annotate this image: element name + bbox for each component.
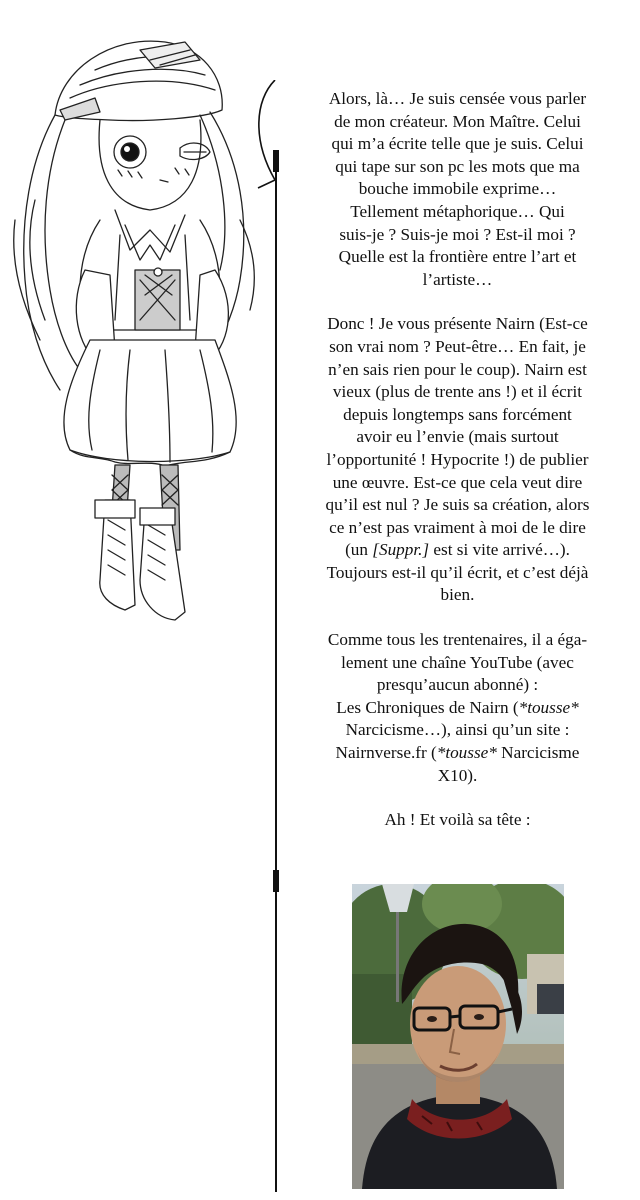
text-line: lement une chaîne YouTube (avec [341,652,574,672]
text-fragment: est si vite arrivé…). [429,540,570,560]
text-line: qu’il est nul ? Je suis sa création, alors [325,495,590,515]
text-line: Ah ! Et voilà sa tête : [384,810,531,830]
text-line: bouche immobile exprime… [358,179,557,199]
text-line: presqu’aucun abonné) : [376,675,539,695]
text-line: X10). [437,765,478,785]
text-line: qui tape sur son pc les mots que ma [335,156,580,176]
italic-fragment: [Suppr.] [372,540,430,560]
paragraph-presentation [285,313,630,607]
text-fragment: Nairnverse.fr ( [335,743,437,763]
paragraph-youtube [285,629,630,787]
text-line: son vrai nom ? Peut-être… En fait, je [329,336,586,356]
paragraph-intro [285,88,630,291]
text-line [285,697,630,720]
text-fragment: Narcicisme [496,743,580,763]
panel-divider-line [275,160,277,1192]
text-line: Donc ! Je vous présente Nairn (Est-ce [327,314,588,334]
text-line: une œuvre. Est-ce que cela veut dire [332,472,583,492]
narration-text [285,88,630,854]
photo-caption [285,809,630,832]
text-fragment: (un [345,540,373,560]
text-line: Comme tous les trentenaires, il a éga- [327,630,588,650]
text-line: l’artiste… [422,269,493,289]
text-line: avoir eu l’envie (mais surtout [356,427,559,447]
italic-fragment: *tousse* [518,697,579,717]
text-line: bien. [440,585,475,605]
text-line [285,742,630,765]
text-fragment: Les Chroniques de Nairn ( [336,697,519,717]
divider-mark [273,150,279,172]
text-line: depuis longtemps sans forcément [343,404,572,424]
text-line: de mon créateur. Mon Maître. Celui [334,111,581,131]
character-illustration [0,20,280,630]
text-line: ce n’est pas vraiment à moi de le dire [329,517,586,537]
speech-bubble-tail [250,80,290,190]
text-line: l’opportunité ! Hypocrite !) de publier [326,449,589,469]
text-line: Narcicisme…), ainsi qu’un site : [345,720,570,740]
author-photo [352,884,564,1189]
text-line: qui m’a écrite telle que je suis. Celui [331,134,584,154]
divider-mark [273,870,279,892]
text-line: suis-je ? Suis-je moi ? Est-il moi ? [339,224,576,244]
italic-fragment: *tousse* [436,743,497,763]
text-line: Toujours est-il qu’il écrit, et c’est déjà [326,562,589,582]
text-line: Alors, là… Je suis censée vous parler [328,89,587,108]
text-line: Quelle est la frontière entre l’art et [338,247,577,267]
text-line: Tellement métaphorique… Qui [350,201,565,221]
text-line: vieux (plus de trente ans !) et il écrit [332,382,583,402]
text-line: n’en sais rien pour le coup). Nairn est [328,359,587,379]
text-line [285,539,630,562]
